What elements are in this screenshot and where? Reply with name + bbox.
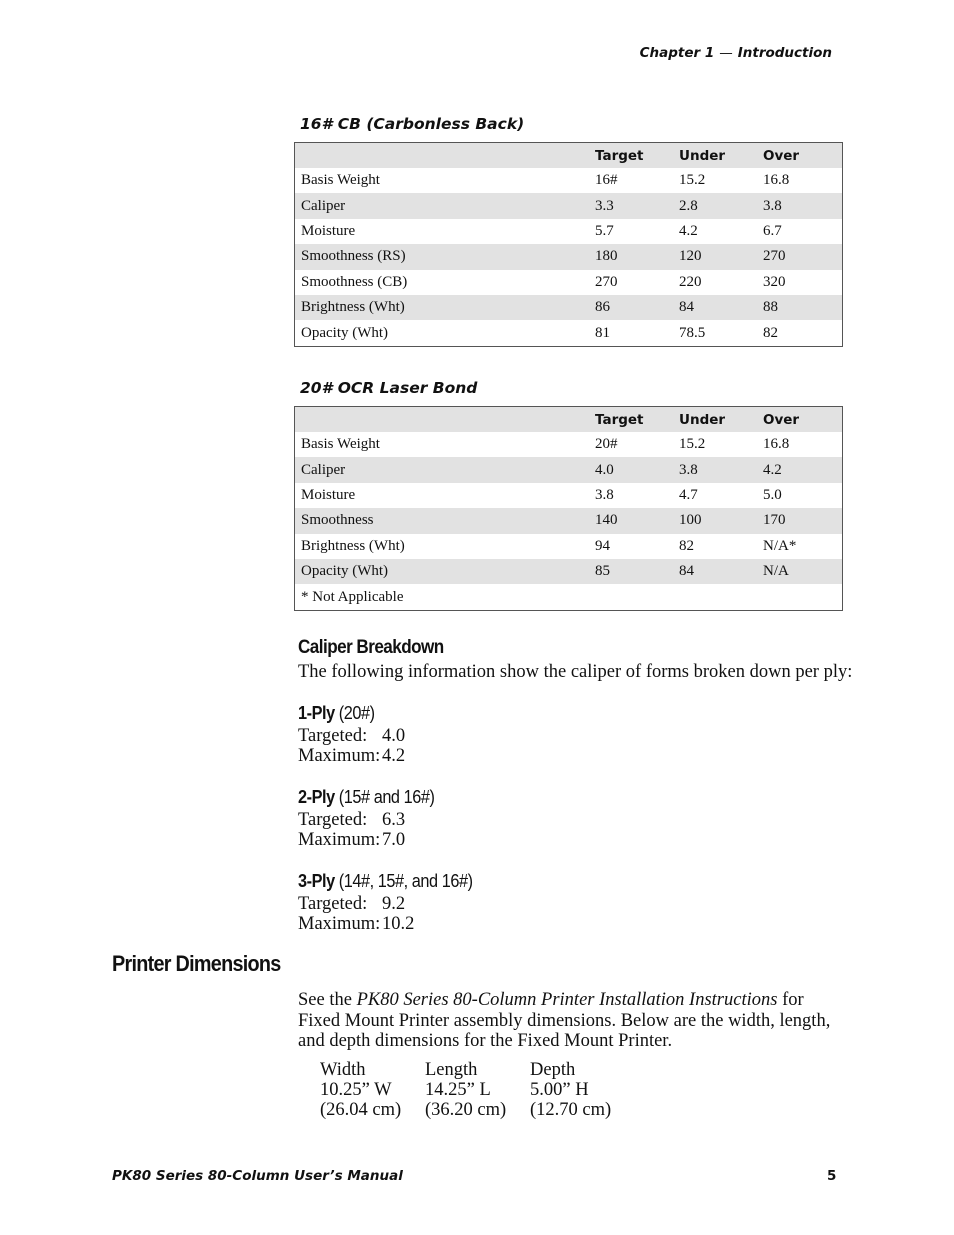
targeted-label: Targeted: xyxy=(298,810,368,830)
targeted-label: Targeted: xyxy=(298,894,368,914)
table2-footnote: * Not Applicable xyxy=(301,588,404,605)
table-row xyxy=(295,270,843,295)
table-cell: Caliper xyxy=(295,193,596,218)
table1-header-under: Under xyxy=(679,143,763,169)
caliper-heading: Caliper Breakdown xyxy=(298,637,444,658)
dimension-label: Depth xyxy=(530,1060,576,1080)
table-cell: Basis Weight xyxy=(301,172,380,189)
table-row xyxy=(295,483,843,508)
table-row xyxy=(295,295,843,320)
maximum-label: Maximum: xyxy=(298,830,381,850)
table-cell: 3.8 xyxy=(679,457,763,482)
table-cell: 170 xyxy=(763,508,843,533)
maximum-label: Maximum: xyxy=(298,914,381,934)
table-cell: 15.2 xyxy=(679,436,706,453)
table-cell: 4.0 xyxy=(595,457,679,482)
table-cell: 3.8 xyxy=(595,486,614,503)
header-chapter: Chapter 1 xyxy=(639,45,715,61)
table-row xyxy=(295,534,843,559)
header-separator: — xyxy=(719,45,733,61)
table-cell: 5.0 xyxy=(763,486,782,503)
dimension-label: Width xyxy=(320,1060,366,1080)
targeted-value: 4.0 xyxy=(382,726,406,746)
table1-header-over: Over xyxy=(763,143,843,169)
dimension-metric: (12.70 cm) xyxy=(530,1100,612,1120)
dimensions-paragraph xyxy=(298,990,843,1052)
table2-header-row xyxy=(295,407,843,433)
table-cell: N/A xyxy=(763,559,843,584)
table-cell: 270 xyxy=(763,244,843,269)
table-cell: 16# xyxy=(595,172,618,189)
dimension-imperial: 14.25” L xyxy=(425,1080,491,1100)
table-row xyxy=(295,168,843,193)
table-row xyxy=(295,457,843,482)
table-cell: 120 xyxy=(679,244,763,269)
table-cell: Moisture xyxy=(301,222,356,239)
table2-header-over: Over xyxy=(763,407,843,433)
table-cell: 4.2 xyxy=(763,457,843,482)
table-cell: 15.2 xyxy=(679,172,706,189)
dimension-depth xyxy=(530,1060,611,1120)
ply-maximum-row xyxy=(298,914,415,935)
table2-title: 20# OCR Laser Bond xyxy=(300,379,478,397)
caliper-intro: The following information show the caliper of forms broken down per ply: xyxy=(298,662,853,682)
header-section: Introduction xyxy=(737,45,832,61)
dimensions-para-pre: See the xyxy=(298,990,357,1010)
ply-paper: (20#) xyxy=(338,702,375,723)
ply-targeted-row xyxy=(298,726,406,747)
ply-paper: (14#, 15#, and 16#) xyxy=(338,870,473,891)
table-cell: 85 xyxy=(595,559,679,584)
ply-heading-1 xyxy=(298,702,375,724)
table-cell: 5.7 xyxy=(595,222,614,239)
ply-label: 1-Ply xyxy=(298,702,335,723)
table1-header-target: Target xyxy=(595,143,679,169)
table-cell: Opacity (Wht) xyxy=(295,559,596,584)
table-cell: 16.8 xyxy=(763,172,790,189)
table-cell: 84 xyxy=(679,559,763,584)
table1-carbonless-back xyxy=(294,142,843,347)
table-cell: 16.8 xyxy=(763,436,790,453)
table2-header-under: Under xyxy=(679,407,763,433)
table-cell: 180 xyxy=(595,244,679,269)
ply-maximum-row xyxy=(298,830,406,851)
dimension-imperial: 10.25” W xyxy=(320,1080,392,1100)
table1-title: 16# CB (Carbonless Back) xyxy=(300,115,525,133)
table2-header-target: Target xyxy=(595,407,679,433)
dimension-width xyxy=(320,1060,401,1120)
table-cell: Smoothness (CB) xyxy=(301,273,408,290)
table1-header-cell xyxy=(295,143,596,169)
dimension-metric: (36.20 cm) xyxy=(425,1100,507,1120)
maximum-label: Maximum: xyxy=(298,746,381,766)
table-cell: 81 xyxy=(595,324,610,341)
maximum-value: 4.2 xyxy=(382,746,406,766)
ply-label: 2-Ply xyxy=(298,786,335,807)
ply-label: 3-Ply xyxy=(298,870,335,891)
table-cell: Brightness (Wht) xyxy=(301,537,405,554)
table-cell: Opacity (Wht) xyxy=(301,324,389,341)
targeted-value: 9.2 xyxy=(382,894,406,914)
targeted-value: 6.3 xyxy=(382,810,406,830)
dimension-metric: (26.04 cm) xyxy=(320,1100,402,1120)
table-cell: 4.7 xyxy=(679,486,698,503)
table-row xyxy=(295,219,843,244)
table2-ocr-laser-bond xyxy=(294,406,843,611)
table-cell: 86 xyxy=(595,295,679,320)
table-cell: 3.8 xyxy=(763,193,843,218)
ply-paper: (15# and 16#) xyxy=(338,786,435,807)
table-cell: Caliper xyxy=(295,457,596,482)
table-cell: 88 xyxy=(763,295,843,320)
table-cell: 3.3 xyxy=(595,193,679,218)
ply-heading-2 xyxy=(298,786,434,808)
table-cell: Moisture xyxy=(301,486,356,503)
table-cell: Smoothness xyxy=(295,508,596,533)
table-cell: 140 xyxy=(595,508,679,533)
table-cell: 270 xyxy=(595,273,618,290)
table-row xyxy=(295,320,843,346)
table2-header-cell xyxy=(295,407,596,433)
targeted-label: Targeted: xyxy=(298,726,368,746)
dimension-length xyxy=(425,1060,506,1120)
table-cell: Basis Weight xyxy=(301,436,380,453)
table-cell: 84 xyxy=(679,295,763,320)
maximum-value: 10.2 xyxy=(382,914,415,934)
table-cell: 20# xyxy=(595,436,618,453)
printer-dimensions-heading: Printer Dimensions xyxy=(112,951,281,976)
table-cell: 82 xyxy=(763,324,778,341)
ply-heading-3 xyxy=(298,870,473,892)
table-cell: 94 xyxy=(595,537,610,554)
table-footnote-row xyxy=(295,584,843,610)
page-number: 5 xyxy=(827,1168,837,1184)
dimension-imperial: 5.00” H xyxy=(530,1080,589,1100)
table-cell: 82 xyxy=(679,537,694,554)
table-cell: Brightness (Wht) xyxy=(295,295,596,320)
table-cell: 4.2 xyxy=(679,222,698,239)
table-row xyxy=(295,193,843,218)
table-row xyxy=(295,244,843,269)
ply-targeted-row xyxy=(298,894,406,915)
table1-header-row xyxy=(295,143,843,169)
footer-manual-title: PK80 Series 80-Column User’s Manual xyxy=(112,1168,403,1184)
table-row xyxy=(295,432,843,457)
table-row xyxy=(295,559,843,584)
running-header xyxy=(640,45,832,61)
ply-targeted-row xyxy=(298,810,406,831)
table-cell: 320 xyxy=(763,273,786,290)
table-row xyxy=(295,508,843,533)
maximum-value: 7.0 xyxy=(382,830,406,850)
table-cell: 78.5 xyxy=(679,324,706,341)
installation-instructions-title: PK80 Series 80-Column Printer Installation Instructions xyxy=(356,990,778,1010)
dimensions-para-post: for Fixed Mount Printer assembly dimensions. Below are the width, length, and depth dimensions for the Fixed Mount Printer. xyxy=(298,990,831,1051)
table-cell: N/A* xyxy=(763,537,797,554)
ply-maximum-row xyxy=(298,746,406,767)
table-cell: 6.7 xyxy=(763,222,782,239)
dimension-label: Length xyxy=(425,1060,478,1080)
table-cell: Smoothness (RS) xyxy=(295,244,596,269)
table-cell: 2.8 xyxy=(679,193,763,218)
table-cell: 100 xyxy=(679,508,763,533)
table-cell: 220 xyxy=(679,273,702,290)
